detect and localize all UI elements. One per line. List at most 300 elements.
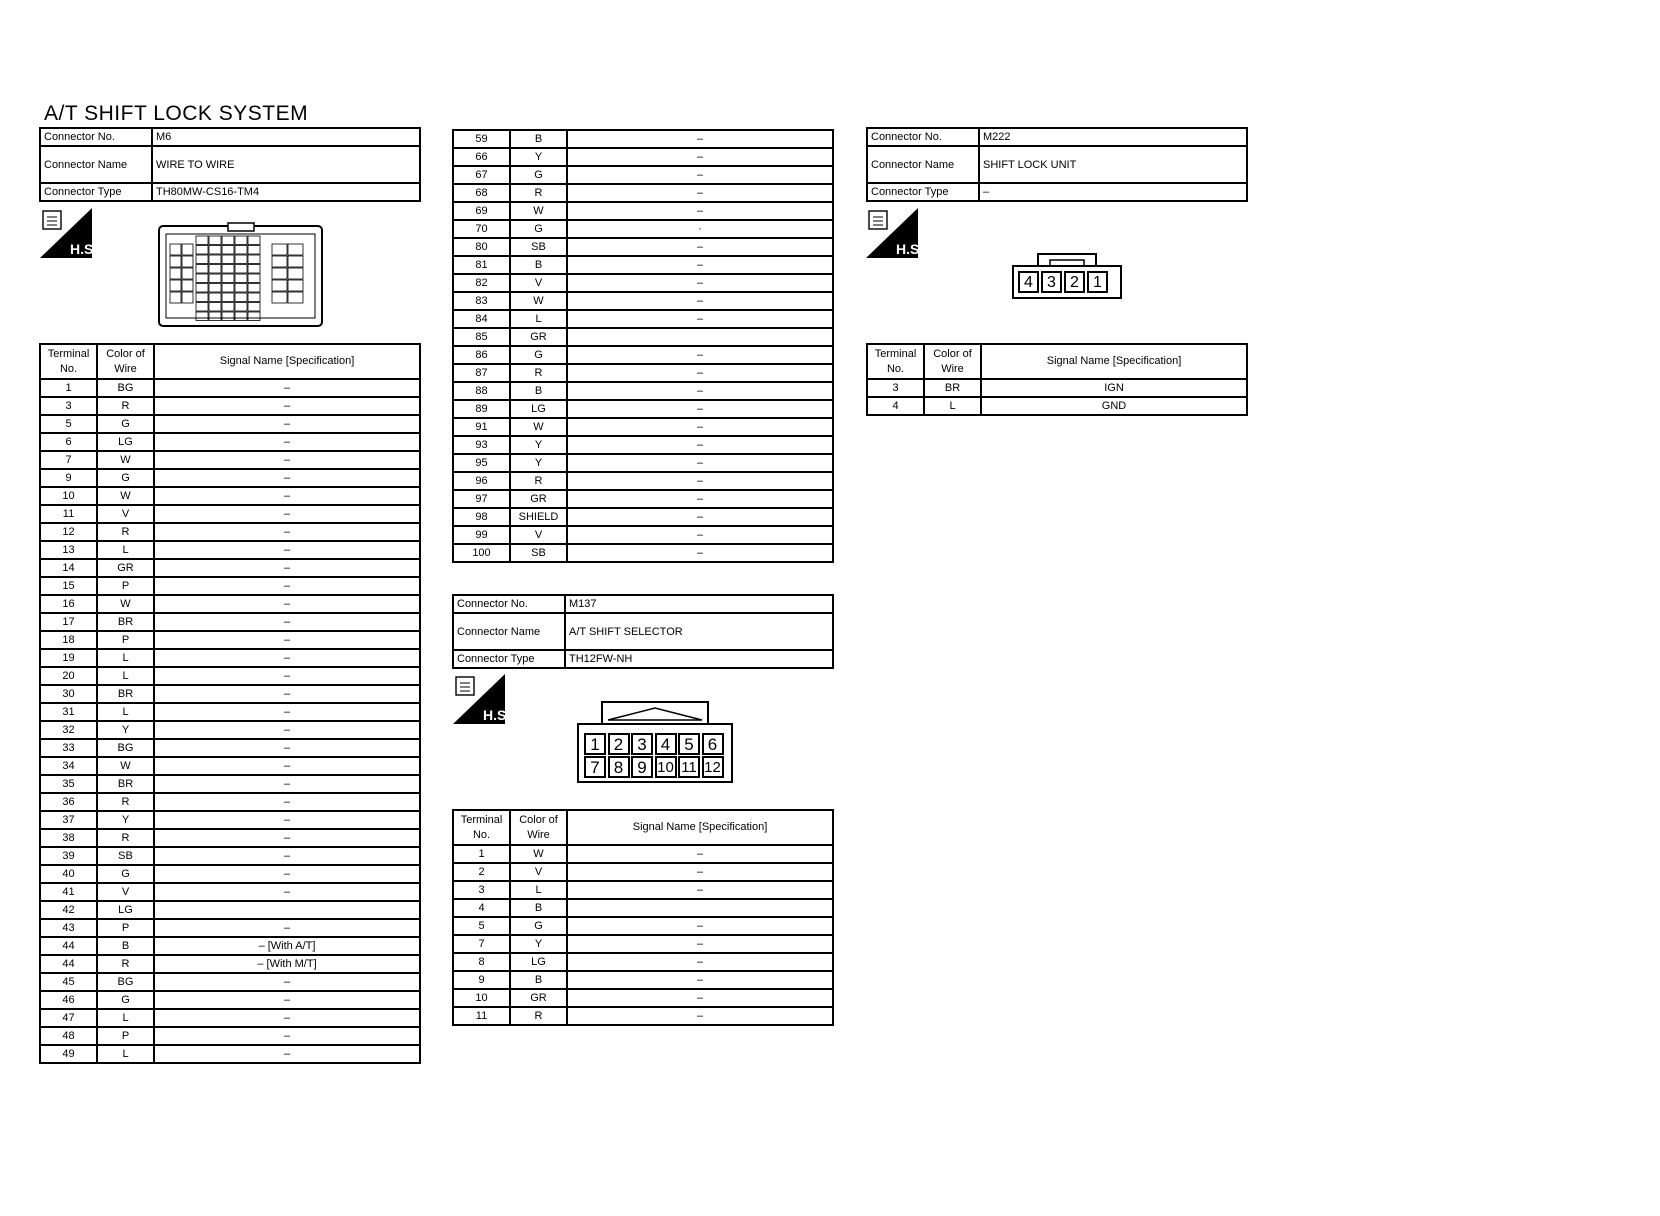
table-row <box>453 490 833 508</box>
terminal-no-cell: 16 <box>40 595 97 613</box>
signal-name-cell: – <box>154 739 420 757</box>
wire-color-cell: R <box>97 397 154 415</box>
table-row <box>40 379 420 397</box>
signal-name-cell: – <box>154 703 420 721</box>
hs-icon <box>866 208 924 258</box>
wire-color-cell: LG <box>510 400 567 418</box>
wire-color-cell: GR <box>97 559 154 577</box>
signal-name-cell: – <box>154 451 420 469</box>
signal-name-cell: – <box>567 310 833 328</box>
terminal-no-cell: 93 <box>453 436 510 454</box>
terminal-no-cell: 95 <box>453 454 510 472</box>
table-row <box>453 166 833 184</box>
signal-name-cell: – <box>154 1045 420 1063</box>
connector-name-label: Connector Name <box>40 146 152 183</box>
table-row <box>40 433 420 451</box>
m6-terminal-table <box>39 343 421 1064</box>
connector-type-label: Connector Type <box>867 183 979 201</box>
wire-color-cell: B <box>510 130 567 148</box>
terminal-no-cell: 96 <box>453 472 510 490</box>
terminal-no-cell: 10 <box>453 989 510 1007</box>
wire-color-cell: L <box>510 881 567 899</box>
m6-connector-header <box>39 127 421 202</box>
table-row <box>453 382 833 400</box>
table-row <box>40 793 420 811</box>
table-row <box>40 955 420 973</box>
connector-name-label: Connector Name <box>453 613 565 650</box>
terminal-no-cell: 35 <box>40 775 97 793</box>
table-row <box>867 379 1247 397</box>
table-row <box>40 739 420 757</box>
m137-connector-face <box>577 700 733 784</box>
wire-color-cell: GR <box>510 490 567 508</box>
table-row <box>453 364 833 382</box>
m6-connector-face <box>158 222 324 333</box>
signal-name-cell: – <box>154 919 420 937</box>
signal-name-cell: – <box>154 523 420 541</box>
wire-color-cell: SB <box>97 847 154 865</box>
terminal-no-cell: 12 <box>40 523 97 541</box>
table-row <box>40 469 420 487</box>
wire-color-cell: L <box>97 541 154 559</box>
signal-name-cell: – <box>154 1027 420 1045</box>
signal-name-cell: – <box>154 667 420 685</box>
connector-type-value: TH80MW-CS16-TM4 <box>152 183 420 201</box>
table-row <box>453 346 833 364</box>
connector-pin: 12 <box>702 756 724 778</box>
terminal-no-cell: 3 <box>40 397 97 415</box>
signal-name-cell: – <box>154 559 420 577</box>
m222-connector-face <box>1012 252 1122 300</box>
svg-text:H.S.: H.S. <box>896 241 924 257</box>
connector-pin: 7 <box>584 756 606 778</box>
signal-name-cell: – <box>567 845 833 863</box>
wire-color-cell: L <box>97 1009 154 1027</box>
terminal-no-cell: 84 <box>453 310 510 328</box>
wire-color-cell: G <box>510 220 567 238</box>
table-row <box>453 953 833 971</box>
terminal-no-cell: 39 <box>40 847 97 865</box>
terminal-no-cell: 3 <box>453 881 510 899</box>
signal-name-cell: – <box>154 865 420 883</box>
color-of-wire-header: Color of Wire <box>510 810 567 845</box>
signal-name-cell: – <box>154 505 420 523</box>
table-row <box>453 202 833 220</box>
connector-pin: 2 <box>1064 271 1085 293</box>
signal-name-cell: – <box>154 379 420 397</box>
table-row <box>453 845 833 863</box>
table-row <box>453 935 833 953</box>
signal-name-cell: – <box>567 418 833 436</box>
wire-color-cell: BR <box>924 379 981 397</box>
terminal-no-cell: 59 <box>453 130 510 148</box>
terminal-no-cell: 99 <box>453 526 510 544</box>
wire-color-cell: W <box>97 757 154 775</box>
terminal-no-cell: 36 <box>40 793 97 811</box>
terminal-no-cell: 20 <box>40 667 97 685</box>
terminal-no-cell: 14 <box>40 559 97 577</box>
signal-name-cell: – <box>154 721 420 739</box>
wire-color-cell: BG <box>97 379 154 397</box>
wire-color-cell: B <box>510 256 567 274</box>
wire-color-cell: V <box>510 526 567 544</box>
terminal-no-cell: 5 <box>40 415 97 433</box>
signal-name-cell: – <box>154 595 420 613</box>
table-row <box>453 863 833 881</box>
terminal-no-cell: 46 <box>40 991 97 1009</box>
table-row <box>40 901 420 919</box>
table-row <box>453 310 833 328</box>
signal-name-cell: – <box>154 649 420 667</box>
table-row <box>867 397 1247 415</box>
signal-name-cell: – <box>567 166 833 184</box>
wire-color-cell: V <box>510 274 567 292</box>
wire-color-cell: LG <box>510 953 567 971</box>
wire-color-cell: G <box>510 166 567 184</box>
wire-color-cell: V <box>97 505 154 523</box>
m222-terminal-table <box>866 343 1248 416</box>
wire-color-cell: W <box>510 418 567 436</box>
signal-name-cell: – <box>567 400 833 418</box>
table-row <box>40 667 420 685</box>
signal-name-cell: – <box>154 775 420 793</box>
terminal-no-cell: 11 <box>40 505 97 523</box>
terminal-no-cell: 1 <box>40 379 97 397</box>
wire-color-cell: BR <box>97 613 154 631</box>
m137-terminal-table <box>452 809 834 1026</box>
signal-name-cell: – <box>567 436 833 454</box>
wire-color-cell: R <box>510 184 567 202</box>
signal-name-cell: – <box>567 148 833 166</box>
wire-color-cell: G <box>97 469 154 487</box>
signal-name-cell: – <box>567 989 833 1007</box>
table-row <box>40 811 420 829</box>
wire-color-cell: Y <box>97 721 154 739</box>
wire-color-cell: G <box>510 346 567 364</box>
signal-name-cell: – <box>567 346 833 364</box>
signal-name-cell: – <box>154 883 420 901</box>
connector-no-value: M6 <box>152 128 420 146</box>
terminal-no-cell: 85 <box>453 328 510 346</box>
terminal-no-cell: 42 <box>40 901 97 919</box>
terminal-no-cell: 17 <box>40 613 97 631</box>
signal-name-cell <box>154 901 420 919</box>
signal-name-header: Signal Name [Specification] <box>154 344 420 379</box>
wire-color-cell: Y <box>97 811 154 829</box>
terminal-no-cell: 37 <box>40 811 97 829</box>
signal-name-cell: – <box>567 454 833 472</box>
table-row <box>453 971 833 989</box>
terminal-no-cell: 10 <box>40 487 97 505</box>
signal-name-cell: – <box>567 526 833 544</box>
terminal-no-cell: 69 <box>453 202 510 220</box>
m222-connector-header <box>866 127 1248 202</box>
table-row <box>40 559 420 577</box>
table-row <box>40 1009 420 1027</box>
signal-name-cell: – <box>154 487 420 505</box>
table-row <box>40 685 420 703</box>
table-row <box>40 865 420 883</box>
terminal-no-cell: 80 <box>453 238 510 256</box>
wire-color-cell: B <box>510 899 567 917</box>
signal-name-cell <box>567 899 833 917</box>
table-row <box>40 937 420 955</box>
table-row <box>453 989 833 1007</box>
wire-color-cell: W <box>97 595 154 613</box>
wire-color-cell: Y <box>510 148 567 166</box>
wire-color-cell: P <box>97 631 154 649</box>
table-row <box>453 917 833 935</box>
connector-no-label: Connector No. <box>453 595 565 613</box>
signal-name-cell: – <box>567 382 833 400</box>
table-row <box>453 544 833 562</box>
wire-color-cell: BG <box>97 973 154 991</box>
color-of-wire-header: Color of Wire <box>97 344 154 379</box>
signal-name-cell: – <box>154 829 420 847</box>
wire-color-cell: BG <box>97 739 154 757</box>
table-row <box>453 526 833 544</box>
wire-color-cell: P <box>97 919 154 937</box>
connector-pin: 3 <box>631 733 653 755</box>
table-row <box>453 418 833 436</box>
table-row <box>40 451 420 469</box>
terminal-no-cell: 34 <box>40 757 97 775</box>
wire-color-cell: G <box>510 917 567 935</box>
connector-pin: 6 <box>702 733 724 755</box>
signal-name-cell: – <box>154 415 420 433</box>
wire-color-cell: L <box>97 1045 154 1063</box>
wire-color-cell: L <box>510 310 567 328</box>
connector-pin: 1 <box>584 733 606 755</box>
table-row <box>40 757 420 775</box>
signal-name-cell: – <box>567 490 833 508</box>
terminal-no-cell: 3 <box>867 379 924 397</box>
terminal-no-cell: 45 <box>40 973 97 991</box>
wire-color-cell: R <box>510 1007 567 1025</box>
wire-color-cell: R <box>97 523 154 541</box>
table-row <box>40 613 420 631</box>
table-row <box>40 541 420 559</box>
terminal-no-cell: 4 <box>453 899 510 917</box>
wire-color-cell: P <box>97 577 154 595</box>
hs-icon <box>40 208 98 258</box>
svg-text:H.S.: H.S. <box>483 707 511 723</box>
table-row <box>453 400 833 418</box>
wire-color-cell: W <box>510 202 567 220</box>
signal-name-cell: – <box>154 973 420 991</box>
wire-color-cell: Y <box>510 454 567 472</box>
terminal-no-cell: 7 <box>40 451 97 469</box>
signal-name-cell: – <box>567 935 833 953</box>
table-row <box>40 577 420 595</box>
signal-name-cell: – <box>154 613 420 631</box>
table-row <box>453 292 833 310</box>
m6-terminal-table-cont <box>452 129 834 563</box>
table-row <box>453 328 833 346</box>
terminal-no-cell: 11 <box>453 1007 510 1025</box>
connector-pin: 8 <box>608 756 630 778</box>
signal-name-cell: – <box>154 577 420 595</box>
terminal-no-cell: 68 <box>453 184 510 202</box>
signal-name-cell: – <box>567 863 833 881</box>
signal-name-cell: – <box>154 541 420 559</box>
wire-color-cell: Y <box>510 436 567 454</box>
table-row <box>40 847 420 865</box>
signal-name-cell: – <box>567 508 833 526</box>
terminal-no-cell: 33 <box>40 739 97 757</box>
signal-name-cell: – <box>567 971 833 989</box>
terminal-no-cell: 41 <box>40 883 97 901</box>
terminal-no-cell: 6 <box>40 433 97 451</box>
table-row <box>40 397 420 415</box>
wire-color-cell: B <box>510 971 567 989</box>
terminal-no-cell: 100 <box>453 544 510 562</box>
table-row <box>40 631 420 649</box>
color-of-wire-header: Color of Wire <box>924 344 981 379</box>
terminal-no-cell: 38 <box>40 829 97 847</box>
terminal-no-cell: 19 <box>40 649 97 667</box>
connector-name-value: WIRE TO WIRE <box>152 146 420 183</box>
table-row <box>453 454 833 472</box>
signal-name-cell: GND <box>981 397 1247 415</box>
signal-name-cell: – <box>567 184 833 202</box>
connector-no-label: Connector No. <box>40 128 152 146</box>
wire-color-cell: G <box>97 415 154 433</box>
table-row <box>40 415 420 433</box>
terminal-no-cell: 18 <box>40 631 97 649</box>
m137-connector-header <box>452 594 834 669</box>
table-row <box>40 487 420 505</box>
terminal-no-header: Terminal No. <box>867 344 924 379</box>
hs-icon <box>453 674 511 724</box>
signal-name-cell: – [With A/T] <box>154 937 420 955</box>
terminal-no-cell: 81 <box>453 256 510 274</box>
page-title: A/T SHIFT LOCK SYSTEM <box>44 102 309 125</box>
terminal-no-cell: 43 <box>40 919 97 937</box>
wire-color-cell: B <box>510 382 567 400</box>
wire-color-cell: LG <box>97 433 154 451</box>
wire-color-cell: SB <box>510 544 567 562</box>
terminal-no-cell: 1 <box>453 845 510 863</box>
terminal-no-cell: 30 <box>40 685 97 703</box>
table-row <box>40 829 420 847</box>
wire-color-cell: BR <box>97 685 154 703</box>
terminal-no-cell: 31 <box>40 703 97 721</box>
signal-name-cell: – <box>567 544 833 562</box>
terminal-no-cell: 5 <box>453 917 510 935</box>
table-row <box>40 505 420 523</box>
terminal-no-cell: 89 <box>453 400 510 418</box>
connector-name-label: Connector Name <box>867 146 979 183</box>
terminal-no-cell: 66 <box>453 148 510 166</box>
signal-name-cell: – [With M/T] <box>154 955 420 973</box>
signal-name-cell: – <box>567 274 833 292</box>
wire-color-cell: W <box>97 487 154 505</box>
wire-color-cell: G <box>97 991 154 1009</box>
signal-name-cell: – <box>567 953 833 971</box>
terminal-no-cell: 82 <box>453 274 510 292</box>
signal-name-cell: – <box>154 757 420 775</box>
signal-name-cell: – <box>154 1009 420 1027</box>
terminal-no-cell: 13 <box>40 541 97 559</box>
wire-color-cell: Y <box>510 935 567 953</box>
terminal-no-cell: 44 <box>40 955 97 973</box>
table-row <box>453 130 833 148</box>
terminal-no-cell: 67 <box>453 166 510 184</box>
connector-name-value: SHIFT LOCK UNIT <box>979 146 1247 183</box>
signal-name-cell: – <box>567 1007 833 1025</box>
table-row <box>453 1007 833 1025</box>
terminal-no-cell: 91 <box>453 418 510 436</box>
connector-pin: 4 <box>1018 271 1039 293</box>
table-row <box>453 274 833 292</box>
table-row <box>453 184 833 202</box>
connector-pin: 5 <box>678 733 700 755</box>
wire-color-cell: B <box>97 937 154 955</box>
signal-name-header: Signal Name [Specification] <box>981 344 1247 379</box>
table-row <box>40 775 420 793</box>
signal-name-cell: IGN <box>981 379 1247 397</box>
wire-color-cell: SHIELD <box>510 508 567 526</box>
table-row <box>453 436 833 454</box>
table-row <box>40 883 420 901</box>
wire-color-cell: G <box>97 865 154 883</box>
table-row <box>453 238 833 256</box>
terminal-no-cell: 98 <box>453 508 510 526</box>
wire-color-cell: V <box>97 883 154 901</box>
table-row <box>40 721 420 739</box>
terminal-no-cell: 40 <box>40 865 97 883</box>
table-row <box>453 508 833 526</box>
connector-pin: 2 <box>608 733 630 755</box>
terminal-no-cell: 2 <box>453 863 510 881</box>
table-row <box>40 919 420 937</box>
signal-name-cell: – <box>154 685 420 703</box>
signal-name-cell: – <box>154 847 420 865</box>
terminal-no-cell: 8 <box>453 953 510 971</box>
wire-color-cell: R <box>510 472 567 490</box>
terminal-no-cell: 7 <box>453 935 510 953</box>
signal-name-cell: – <box>154 469 420 487</box>
signal-name-cell: – <box>567 202 833 220</box>
signal-name-cell: – <box>154 991 420 1009</box>
connector-pin: 4 <box>655 733 677 755</box>
wire-color-cell: R <box>510 364 567 382</box>
terminal-no-cell: 49 <box>40 1045 97 1063</box>
wire-color-cell: L <box>97 703 154 721</box>
connector-type-label: Connector Type <box>453 650 565 668</box>
wire-color-cell: P <box>97 1027 154 1045</box>
wire-color-cell: L <box>97 667 154 685</box>
wire-color-cell: BR <box>97 775 154 793</box>
connector-no-value: M222 <box>979 128 1247 146</box>
table-row <box>40 595 420 613</box>
table-row <box>453 256 833 274</box>
table-row <box>40 649 420 667</box>
signal-name-cell: – <box>567 364 833 382</box>
hs-label: H.S. <box>70 241 98 257</box>
terminal-no-cell: 47 <box>40 1009 97 1027</box>
signal-name-cell: – <box>567 256 833 274</box>
terminal-no-cell: 88 <box>453 382 510 400</box>
table-row <box>453 472 833 490</box>
connector-type-value: – <box>979 183 1247 201</box>
wire-color-cell: R <box>97 829 154 847</box>
connector-pin: 10 <box>655 756 677 778</box>
terminal-no-cell: 87 <box>453 364 510 382</box>
terminal-no-cell: 70 <box>453 220 510 238</box>
wire-color-cell: GR <box>510 328 567 346</box>
